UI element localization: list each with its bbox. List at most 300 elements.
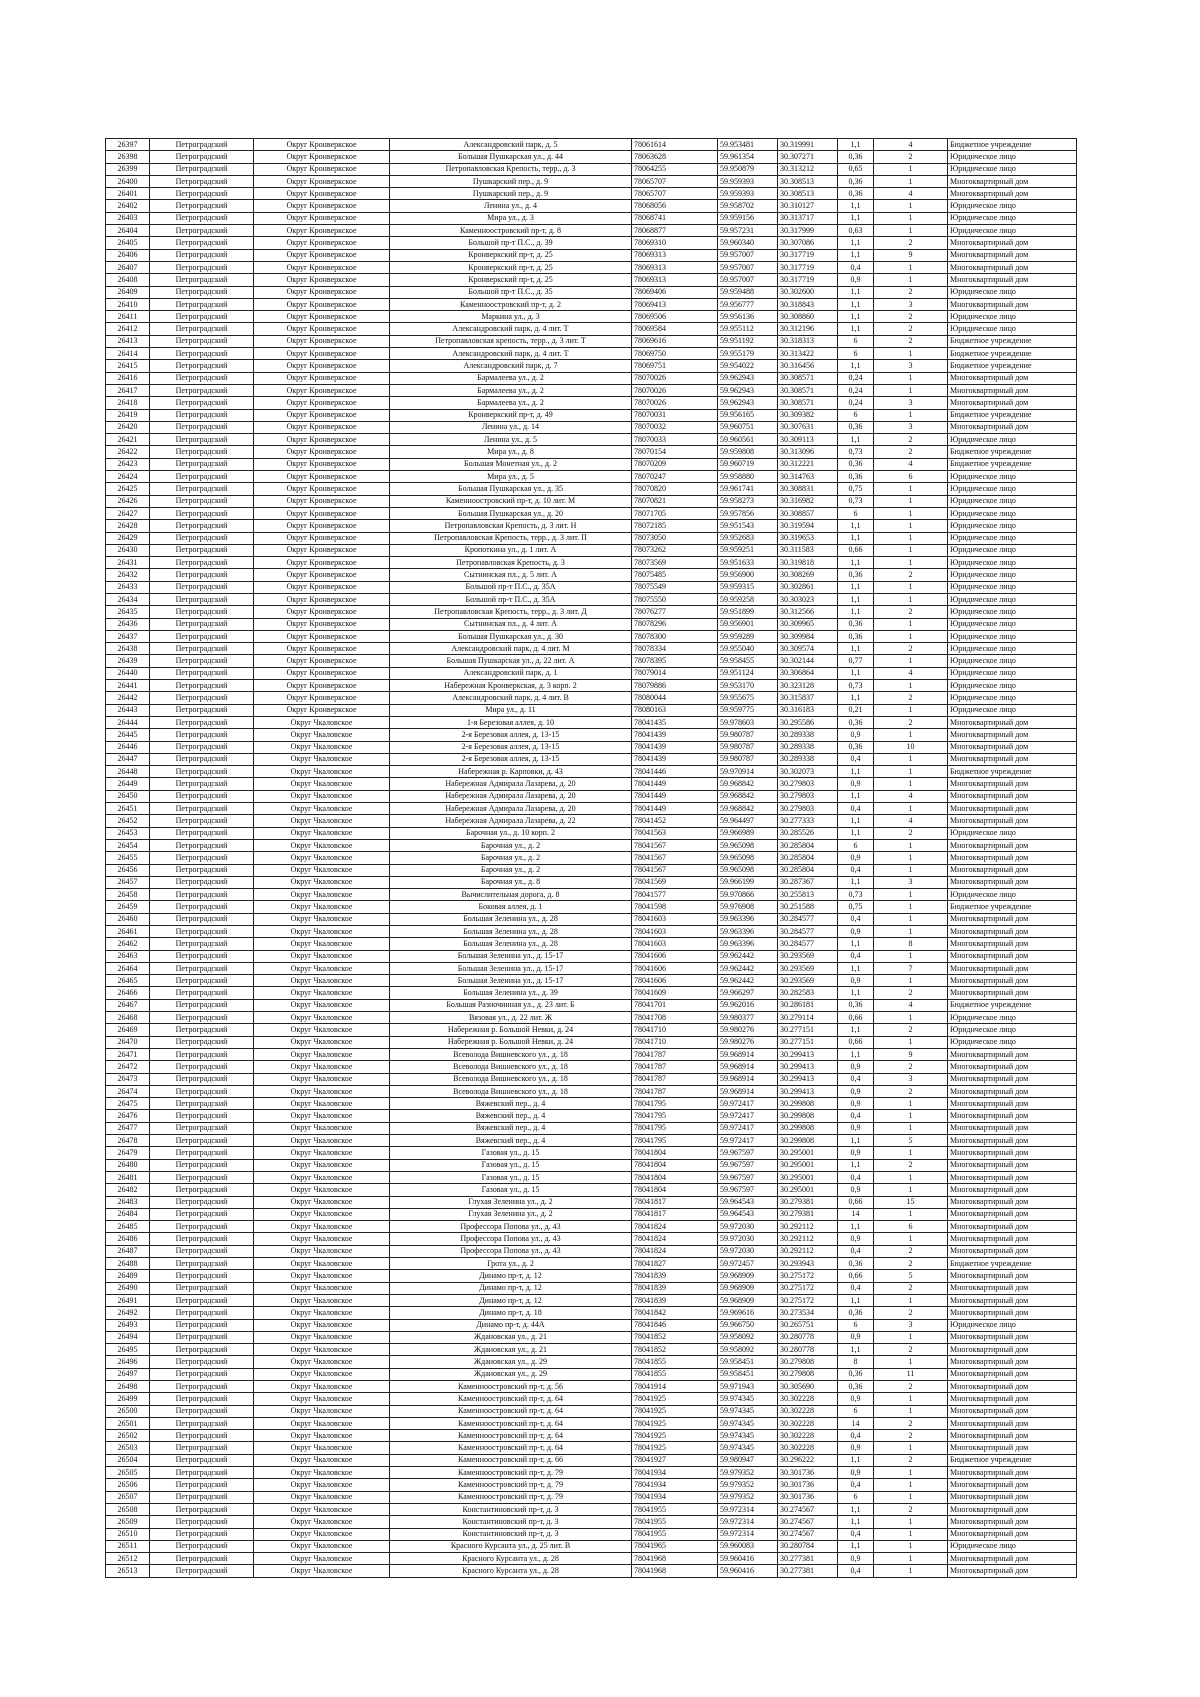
address-cell: Профессора Попова ул., д. 43 bbox=[390, 1245, 632, 1257]
district-cell: Петроградский bbox=[150, 889, 254, 901]
longitude-cell: 30.279381 bbox=[778, 1196, 838, 1208]
code-cell: 78041852 bbox=[632, 1331, 718, 1343]
municipal-okrug-cell: Округ Кронверкское bbox=[254, 397, 390, 409]
latitude-cell: 59.972030 bbox=[718, 1221, 778, 1233]
municipal-okrug-cell: Округ Чкаловское bbox=[254, 1294, 390, 1306]
value-cell: 0,24 bbox=[838, 372, 874, 384]
count-cell: 1 bbox=[874, 495, 948, 507]
longitude-cell: 30.302228 bbox=[778, 1405, 838, 1417]
category-cell: Юридическое лицо bbox=[948, 471, 1077, 483]
municipal-okrug-cell: Округ Кронверкское bbox=[254, 618, 390, 630]
longitude-cell: 30.307631 bbox=[778, 421, 838, 433]
address-cell: Каменноостровский пр-т, д. 64 bbox=[390, 1417, 632, 1429]
municipal-okrug-cell: Округ Чкаловское bbox=[254, 815, 390, 827]
value-cell: 1,1 bbox=[838, 520, 874, 532]
district-cell: Петроградский bbox=[150, 323, 254, 335]
category-cell: Многоквартирный дом bbox=[948, 1147, 1077, 1159]
address-cell: Петропавловская Крепость, д. 3 bbox=[390, 557, 632, 569]
table-row bbox=[106, 495, 1077, 507]
code-cell: 78041439 bbox=[632, 753, 718, 765]
municipal-okrug-cell: Округ Чкаловское bbox=[254, 1135, 390, 1147]
code-cell: 78080163 bbox=[632, 704, 718, 716]
table-row bbox=[106, 766, 1077, 778]
count-cell: 5 bbox=[874, 1270, 948, 1282]
latitude-cell: 59.976908 bbox=[718, 901, 778, 913]
table-row bbox=[106, 532, 1077, 544]
address-cell: Большой пр-т П.С., д. 35А bbox=[390, 581, 632, 593]
municipal-okrug-cell: Округ Кронверкское bbox=[254, 630, 390, 642]
table-row bbox=[106, 1417, 1077, 1429]
row-id-cell: 26498 bbox=[106, 1380, 150, 1392]
latitude-cell: 59.956777 bbox=[718, 298, 778, 310]
district-cell: Петроградский bbox=[150, 372, 254, 384]
district-cell: Петроградский bbox=[150, 1454, 254, 1466]
row-id-cell: 26500 bbox=[106, 1405, 150, 1417]
table-row bbox=[106, 409, 1077, 421]
category-cell: Юридическое лицо bbox=[948, 1024, 1077, 1036]
address-cell: Каменноостровский пр-т, д. 64 bbox=[390, 1442, 632, 1454]
district-cell: Петроградский bbox=[150, 1393, 254, 1405]
value-cell: 0,9 bbox=[838, 729, 874, 741]
code-cell: 78068741 bbox=[632, 212, 718, 224]
municipal-okrug-cell: Округ Кронверкское bbox=[254, 606, 390, 618]
latitude-cell: 59.957007 bbox=[718, 249, 778, 261]
value-cell: 0,66 bbox=[838, 1036, 874, 1048]
latitude-cell: 59.956901 bbox=[718, 618, 778, 630]
municipal-okrug-cell: Округ Кронверкское bbox=[254, 163, 390, 175]
count-cell: 1 bbox=[874, 212, 948, 224]
table-row bbox=[106, 1061, 1077, 1073]
district-cell: Петроградский bbox=[150, 225, 254, 237]
district-cell: Петроградский bbox=[150, 298, 254, 310]
municipal-okrug-cell: Округ Кронверкское bbox=[254, 704, 390, 716]
municipal-okrug-cell: Округ Чкаловское bbox=[254, 1454, 390, 1466]
table-row bbox=[106, 1184, 1077, 1196]
category-cell: Многоквартирный дом bbox=[948, 249, 1077, 261]
table-row bbox=[106, 175, 1077, 187]
municipal-okrug-cell: Округ Кронверкское bbox=[254, 520, 390, 532]
value-cell: 1,1 bbox=[838, 938, 874, 950]
row-id-cell: 26462 bbox=[106, 938, 150, 950]
district-cell: Петроградский bbox=[150, 1430, 254, 1442]
row-id-cell: 26506 bbox=[106, 1479, 150, 1491]
longitude-cell: 30.280778 bbox=[778, 1344, 838, 1356]
table-row bbox=[106, 618, 1077, 630]
value-cell: 0,9 bbox=[838, 852, 874, 864]
address-cell: Петропавловская Крепость, терр., д. 3 bbox=[390, 163, 632, 175]
count-cell: 3 bbox=[874, 360, 948, 372]
address-cell: Газовая ул., д. 15 bbox=[390, 1171, 632, 1183]
district-cell: Петроградский bbox=[150, 348, 254, 360]
category-cell: Юридическое лицо bbox=[948, 827, 1077, 839]
code-cell: 78041795 bbox=[632, 1098, 718, 1110]
code-cell: 78041439 bbox=[632, 741, 718, 753]
count-cell: 1 bbox=[874, 544, 948, 556]
table-row bbox=[106, 446, 1077, 458]
row-id-cell: 26461 bbox=[106, 926, 150, 938]
value-cell: 1,1 bbox=[838, 1454, 874, 1466]
longitude-cell: 30.299808 bbox=[778, 1098, 838, 1110]
table-row bbox=[106, 1036, 1077, 1048]
category-cell: Многоквартирный дом bbox=[948, 1344, 1077, 1356]
category-cell: Многоквартирный дом bbox=[948, 1122, 1077, 1134]
address-cell: Каменноостровский пр-т, д. 2 bbox=[390, 298, 632, 310]
code-cell: 78069310 bbox=[632, 237, 718, 249]
municipal-okrug-cell: Округ Чкаловское bbox=[254, 1085, 390, 1097]
category-cell: Юридическое лицо bbox=[948, 520, 1077, 532]
address-cell: Большая Пушкарская ул., д. 20 bbox=[390, 507, 632, 519]
municipal-okrug-cell: Округ Чкаловское bbox=[254, 790, 390, 802]
value-cell: 0,4 bbox=[838, 1479, 874, 1491]
longitude-cell: 30.316183 bbox=[778, 704, 838, 716]
district-cell: Петроградский bbox=[150, 471, 254, 483]
value-cell: 6 bbox=[838, 839, 874, 851]
district-cell: Петроградский bbox=[150, 1442, 254, 1454]
value-cell: 1,1 bbox=[838, 692, 874, 704]
municipal-okrug-cell: Округ Чкаловское bbox=[254, 741, 390, 753]
latitude-cell: 59.966989 bbox=[718, 827, 778, 839]
latitude-cell: 59.955040 bbox=[718, 643, 778, 655]
table-row bbox=[106, 372, 1077, 384]
district-cell: Петроградский bbox=[150, 507, 254, 519]
value-cell: 0,75 bbox=[838, 483, 874, 495]
district-cell: Петроградский bbox=[150, 876, 254, 888]
latitude-cell: 59.956900 bbox=[718, 569, 778, 581]
category-cell: Юридическое лицо bbox=[948, 1012, 1077, 1024]
latitude-cell: 59.980377 bbox=[718, 1012, 778, 1024]
row-id-cell: 26453 bbox=[106, 827, 150, 839]
address-cell: Набережная Адмирала Лазарева, д. 20 bbox=[390, 803, 632, 815]
latitude-cell: 59.962943 bbox=[718, 372, 778, 384]
district-cell: Петроградский bbox=[150, 1270, 254, 1282]
longitude-cell: 30.287367 bbox=[778, 876, 838, 888]
longitude-cell: 30.313096 bbox=[778, 446, 838, 458]
district-cell: Петроградский bbox=[150, 495, 254, 507]
municipal-okrug-cell: Округ Чкаловское bbox=[254, 1036, 390, 1048]
municipal-okrug-cell: Округ Кронверкское bbox=[254, 483, 390, 495]
municipal-okrug-cell: Округ Чкаловское bbox=[254, 1528, 390, 1540]
row-id-cell: 26483 bbox=[106, 1196, 150, 1208]
category-cell: Бюджетное учреждение bbox=[948, 458, 1077, 470]
latitude-cell: 59.967597 bbox=[718, 1171, 778, 1183]
table-row bbox=[106, 1491, 1077, 1503]
count-cell: 3 bbox=[874, 421, 948, 433]
latitude-cell: 59.968909 bbox=[718, 1294, 778, 1306]
code-cell: 78041934 bbox=[632, 1479, 718, 1491]
table-row bbox=[106, 1393, 1077, 1405]
address-cell: Мира ул., д. 8 bbox=[390, 446, 632, 458]
latitude-cell: 59.980787 bbox=[718, 729, 778, 741]
municipal-okrug-cell: Округ Кронверкское bbox=[254, 151, 390, 163]
code-cell: 78041606 bbox=[632, 975, 718, 987]
count-cell: 1 bbox=[874, 864, 948, 876]
latitude-cell: 59.953481 bbox=[718, 139, 778, 151]
category-cell: Многоквартирный дом bbox=[948, 384, 1077, 396]
count-cell: 7 bbox=[874, 962, 948, 974]
address-cell: Ждановская ул., д. 29 bbox=[390, 1356, 632, 1368]
address-cell: Газовая ул., д. 15 bbox=[390, 1159, 632, 1171]
category-cell: Многоквартирный дом bbox=[948, 1221, 1077, 1233]
count-cell: 1 bbox=[874, 1208, 948, 1220]
municipal-okrug-cell: Округ Кронверкское bbox=[254, 188, 390, 200]
code-cell: 78069313 bbox=[632, 261, 718, 273]
row-id-cell: 26434 bbox=[106, 593, 150, 605]
value-cell: 0,73 bbox=[838, 495, 874, 507]
longitude-cell: 30.295001 bbox=[778, 1171, 838, 1183]
count-cell: 2 bbox=[874, 569, 948, 581]
row-id-cell: 26458 bbox=[106, 889, 150, 901]
latitude-cell: 59.972457 bbox=[718, 1258, 778, 1270]
count-cell: 5 bbox=[874, 1135, 948, 1147]
category-cell: Многоквартирный дом bbox=[948, 1565, 1077, 1577]
address-cell: Мира ул., д. 11 bbox=[390, 704, 632, 716]
longitude-cell: 30.279808 bbox=[778, 1356, 838, 1368]
table-row bbox=[106, 323, 1077, 335]
category-cell: Многоквартирный дом bbox=[948, 1048, 1077, 1060]
value-cell: 0,73 bbox=[838, 446, 874, 458]
row-id-cell: 26436 bbox=[106, 618, 150, 630]
value-cell: 14 bbox=[838, 1208, 874, 1220]
count-cell: 4 bbox=[874, 790, 948, 802]
table-row bbox=[106, 286, 1077, 298]
value-cell: 0,36 bbox=[838, 999, 874, 1011]
table-row bbox=[106, 1442, 1077, 1454]
category-cell: Многоквартирный дом bbox=[948, 1171, 1077, 1183]
longitude-cell: 30.284577 bbox=[778, 938, 838, 950]
latitude-cell: 59.978603 bbox=[718, 716, 778, 728]
address-cell: Набережная Адмирала Лазарева, д. 20 bbox=[390, 778, 632, 790]
municipal-okrug-cell: Округ Кронверкское bbox=[254, 458, 390, 470]
longitude-cell: 30.323128 bbox=[778, 680, 838, 692]
table-row bbox=[106, 1344, 1077, 1356]
count-cell: 1 bbox=[874, 901, 948, 913]
district-cell: Петроградский bbox=[150, 200, 254, 212]
count-cell: 1 bbox=[874, 889, 948, 901]
district-cell: Петроградский bbox=[150, 704, 254, 716]
latitude-cell: 59.966297 bbox=[718, 987, 778, 999]
address-cell: Александровский парк, д. 4 лит. В bbox=[390, 692, 632, 704]
address-cell: Красного Курсанта ул., д. 28 bbox=[390, 1565, 632, 1577]
row-id-cell: 26475 bbox=[106, 1098, 150, 1110]
table-row bbox=[106, 1171, 1077, 1183]
longitude-cell: 30.308513 bbox=[778, 188, 838, 200]
latitude-cell: 59.958880 bbox=[718, 471, 778, 483]
count-cell: 1 bbox=[874, 1110, 948, 1122]
address-cell: Всеволода Вишневского ул., д. 18 bbox=[390, 1061, 632, 1073]
category-cell: Юридическое лицо bbox=[948, 569, 1077, 581]
code-cell: 78041925 bbox=[632, 1417, 718, 1429]
longitude-cell: 30.309574 bbox=[778, 643, 838, 655]
longitude-cell: 30.292112 bbox=[778, 1245, 838, 1257]
municipal-okrug-cell: Округ Чкаловское bbox=[254, 1319, 390, 1331]
longitude-cell: 30.301736 bbox=[778, 1467, 838, 1479]
count-cell: 3 bbox=[874, 1073, 948, 1085]
category-cell: Многоквартирный дом bbox=[948, 1368, 1077, 1380]
code-cell: 78073569 bbox=[632, 557, 718, 569]
table-row bbox=[106, 680, 1077, 692]
value-cell: 0,24 bbox=[838, 384, 874, 396]
category-cell: Многоквартирный дом bbox=[948, 852, 1077, 864]
row-id-cell: 26443 bbox=[106, 704, 150, 716]
row-id-cell: 26398 bbox=[106, 151, 150, 163]
code-cell: 78041824 bbox=[632, 1233, 718, 1245]
district-cell: Петроградский bbox=[150, 766, 254, 778]
district-cell: Петроградский bbox=[150, 1085, 254, 1097]
count-cell: 2 bbox=[874, 1061, 948, 1073]
latitude-cell: 59.955112 bbox=[718, 323, 778, 335]
count-cell: 9 bbox=[874, 249, 948, 261]
code-cell: 78068877 bbox=[632, 225, 718, 237]
category-cell: Юридическое лицо bbox=[948, 680, 1077, 692]
count-cell: 1 bbox=[874, 175, 948, 187]
count-cell: 1 bbox=[874, 1553, 948, 1565]
longitude-cell: 30.279114 bbox=[778, 1012, 838, 1024]
municipal-okrug-cell: Округ Чкаловское bbox=[254, 1184, 390, 1196]
value-cell: 0,36 bbox=[838, 618, 874, 630]
latitude-cell: 59.980276 bbox=[718, 1024, 778, 1036]
table-row bbox=[106, 889, 1077, 901]
code-cell: 78041609 bbox=[632, 987, 718, 999]
table-row bbox=[106, 1245, 1077, 1257]
district-cell: Петроградский bbox=[150, 557, 254, 569]
longitude-cell: 30.282583 bbox=[778, 987, 838, 999]
address-cell: Большая Зеленина ул., д. 15-17 bbox=[390, 975, 632, 987]
category-cell: Юридическое лицо bbox=[948, 323, 1077, 335]
row-id-cell: 26456 bbox=[106, 864, 150, 876]
code-cell: 78079014 bbox=[632, 667, 718, 679]
longitude-cell: 30.318313 bbox=[778, 335, 838, 347]
category-cell: Многоквартирный дом bbox=[948, 1467, 1077, 1479]
row-id-cell: 26403 bbox=[106, 212, 150, 224]
code-cell: 78078300 bbox=[632, 630, 718, 642]
code-cell: 78041708 bbox=[632, 1012, 718, 1024]
municipal-okrug-cell: Округ Кронверкское bbox=[254, 471, 390, 483]
latitude-cell: 59.955179 bbox=[718, 348, 778, 360]
row-id-cell: 26481 bbox=[106, 1171, 150, 1183]
latitude-cell: 59.972314 bbox=[718, 1516, 778, 1528]
value-cell: 6 bbox=[838, 1405, 874, 1417]
district-cell: Петроградский bbox=[150, 593, 254, 605]
category-cell: Юридическое лицо bbox=[948, 630, 1077, 642]
latitude-cell: 59.971943 bbox=[718, 1380, 778, 1392]
address-cell: Сытнинская пл., д. 5 лит. А bbox=[390, 569, 632, 581]
address-cell: Александровский парк, д. 7 bbox=[390, 360, 632, 372]
address-cell: Ждановская ул., д. 29 bbox=[390, 1368, 632, 1380]
count-cell: 2 bbox=[874, 1417, 948, 1429]
row-id-cell: 26432 bbox=[106, 569, 150, 581]
district-cell: Петроградский bbox=[150, 139, 254, 151]
municipal-okrug-cell: Округ Чкаловское bbox=[254, 1221, 390, 1233]
district-cell: Петроградский bbox=[150, 1221, 254, 1233]
value-cell: 0,36 bbox=[838, 569, 874, 581]
address-cell: Кропоткина ул., д. 1 лит. А bbox=[390, 544, 632, 556]
table-row bbox=[106, 1331, 1077, 1343]
table-row bbox=[106, 606, 1077, 618]
value-cell: 0,4 bbox=[838, 803, 874, 815]
code-cell: 78041577 bbox=[632, 889, 718, 901]
district-cell: Петроградский bbox=[150, 212, 254, 224]
category-cell: Юридическое лицо bbox=[948, 1540, 1077, 1552]
district-cell: Петроградский bbox=[150, 643, 254, 655]
category-cell: Многоквартирный дом bbox=[948, 975, 1077, 987]
category-cell: Юридическое лицо bbox=[948, 311, 1077, 323]
count-cell: 4 bbox=[874, 188, 948, 200]
category-cell: Многоквартирный дом bbox=[948, 1405, 1077, 1417]
code-cell: 78041701 bbox=[632, 999, 718, 1011]
longitude-cell: 30.289338 bbox=[778, 741, 838, 753]
row-id-cell: 26446 bbox=[106, 741, 150, 753]
category-cell: Многоквартирный дом bbox=[948, 1491, 1077, 1503]
value-cell: 6 bbox=[838, 409, 874, 421]
category-cell: Многоквартирный дом bbox=[948, 188, 1077, 200]
address-cell: Большая Разночинная ул., д. 23 лит. Б bbox=[390, 999, 632, 1011]
row-id-cell: 26513 bbox=[106, 1565, 150, 1577]
code-cell: 78041449 bbox=[632, 790, 718, 802]
code-cell: 78041567 bbox=[632, 864, 718, 876]
latitude-cell: 59.959156 bbox=[718, 212, 778, 224]
district-cell: Петроградский bbox=[150, 926, 254, 938]
address-cell: Александровский парк, д. 5 bbox=[390, 139, 632, 151]
municipal-okrug-cell: Округ Чкаловское bbox=[254, 1159, 390, 1171]
table-row bbox=[106, 864, 1077, 876]
value-cell: 0,63 bbox=[838, 225, 874, 237]
municipal-okrug-cell: Округ Кронверкское bbox=[254, 311, 390, 323]
count-cell: 6 bbox=[874, 1221, 948, 1233]
category-cell: Многоквартирный дом bbox=[948, 1184, 1077, 1196]
row-id-cell: 26414 bbox=[106, 348, 150, 360]
longitude-cell: 30.299413 bbox=[778, 1048, 838, 1060]
value-cell: 0,36 bbox=[838, 1258, 874, 1270]
value-cell: 1,1 bbox=[838, 212, 874, 224]
municipal-okrug-cell: Округ Кронверкское bbox=[254, 274, 390, 286]
latitude-cell: 59.958092 bbox=[718, 1331, 778, 1343]
value-cell: 0,9 bbox=[838, 778, 874, 790]
row-id-cell: 26491 bbox=[106, 1294, 150, 1306]
count-cell: 2 bbox=[874, 434, 948, 446]
longitude-cell: 30.308571 bbox=[778, 397, 838, 409]
table-row bbox=[106, 200, 1077, 212]
latitude-cell: 59.964497 bbox=[718, 815, 778, 827]
value-cell: 0,4 bbox=[838, 913, 874, 925]
latitude-cell: 59.958451 bbox=[718, 1356, 778, 1368]
longitude-cell: 30.251588 bbox=[778, 901, 838, 913]
category-cell: Многоквартирный дом bbox=[948, 1417, 1077, 1429]
category-cell: Многоквартирный дом bbox=[948, 1233, 1077, 1245]
table-row bbox=[106, 1012, 1077, 1024]
code-cell: 78041804 bbox=[632, 1184, 718, 1196]
row-id-cell: 26511 bbox=[106, 1540, 150, 1552]
longitude-cell: 30.293569 bbox=[778, 950, 838, 962]
category-cell: Многоквартирный дом bbox=[948, 778, 1077, 790]
latitude-cell: 59.959251 bbox=[718, 544, 778, 556]
address-cell: Ленина ул., д. 4 bbox=[390, 200, 632, 212]
value-cell: 1,1 bbox=[838, 1503, 874, 1515]
latitude-cell: 59.968842 bbox=[718, 803, 778, 815]
table-row bbox=[106, 692, 1077, 704]
municipal-okrug-cell: Округ Кронверкское bbox=[254, 532, 390, 544]
table-row bbox=[106, 434, 1077, 446]
value-cell: 1,1 bbox=[838, 790, 874, 802]
address-cell: Профессора Попова ул., д. 43 bbox=[390, 1233, 632, 1245]
value-cell: 1,1 bbox=[838, 139, 874, 151]
row-id-cell: 26447 bbox=[106, 753, 150, 765]
row-id-cell: 26468 bbox=[106, 1012, 150, 1024]
address-cell: Динамо пр-т, д. 18 bbox=[390, 1307, 632, 1319]
municipal-okrug-cell: Округ Чкаловское bbox=[254, 1258, 390, 1270]
category-cell: Юридическое лицо bbox=[948, 704, 1077, 716]
category-cell: Бюджетное учреждение bbox=[948, 1258, 1077, 1270]
table-row bbox=[106, 1024, 1077, 1036]
